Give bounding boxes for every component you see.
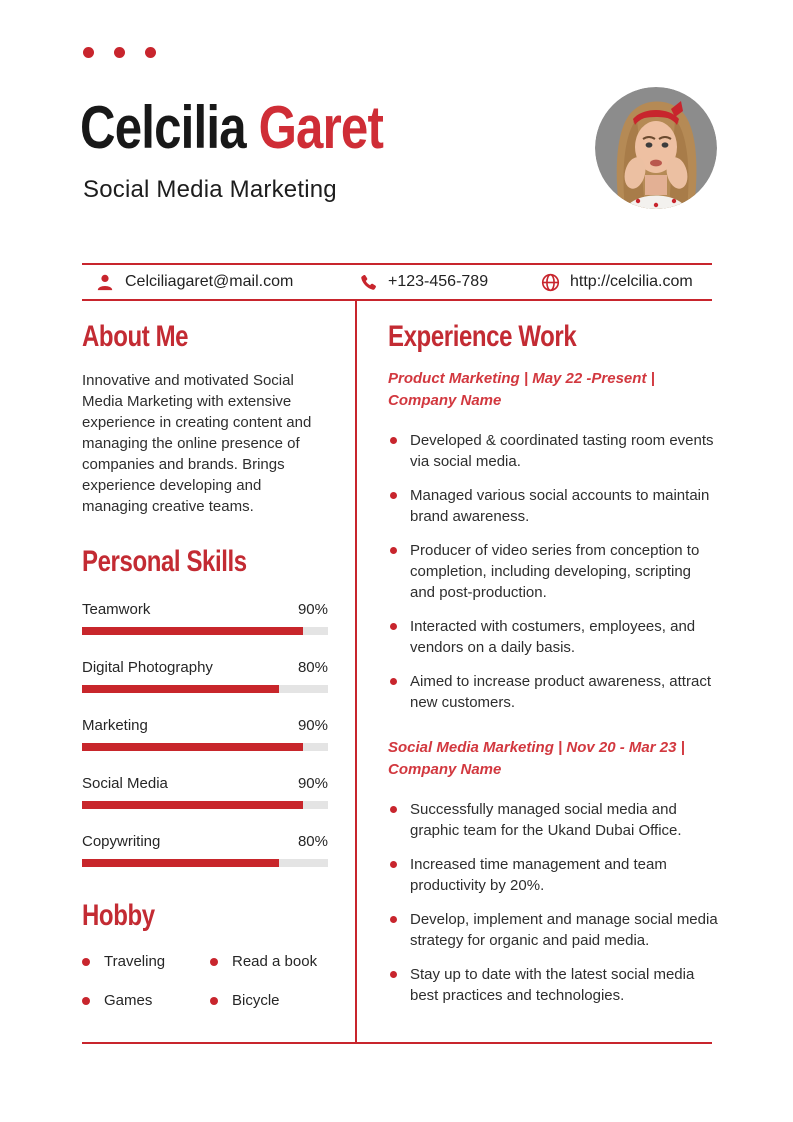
decor-dots	[83, 47, 156, 58]
profile-photo	[595, 87, 717, 209]
bullet-icon	[390, 971, 397, 978]
skill-row	[82, 833, 328, 867]
skills-section-title: Personal Skills	[82, 545, 247, 578]
hobby-item	[82, 953, 210, 970]
bullet-icon	[390, 861, 397, 868]
person-last-name: Garet	[258, 94, 384, 161]
skill-value: 90%	[297, 717, 328, 734]
bullet-icon	[390, 916, 397, 923]
globe-icon	[540, 272, 560, 292]
skill-value: 80%	[297, 659, 328, 676]
skill-value: 80%	[297, 833, 328, 850]
person-icon	[95, 272, 115, 292]
about-section-title: About Me	[82, 320, 189, 353]
skill-bar-track	[82, 627, 328, 635]
skill-label: Marketing	[82, 717, 148, 734]
contact-phone-text: +123-456-789	[388, 273, 489, 290]
job-1-bullets	[388, 430, 718, 713]
bullet-icon	[390, 678, 397, 685]
job-bullet: Developed & coordinated tasting room events via social media.	[388, 430, 718, 472]
person-name	[80, 96, 450, 159]
experience-section-title: Experience Work	[388, 320, 577, 353]
contact-phone[interactable]	[358, 272, 540, 292]
phone-icon	[358, 272, 378, 292]
job-bullet: Increased time management and team productivity by 20%.	[388, 854, 718, 896]
skill-bar-fill	[82, 859, 279, 867]
skill-row	[82, 659, 328, 693]
contact-website-text: http://celcilia.com	[570, 273, 693, 290]
bullet-icon	[82, 958, 90, 966]
hobby-label: Read a book	[232, 953, 318, 970]
skill-row	[82, 601, 328, 635]
bullet-icon	[390, 547, 397, 554]
bottom-rule	[82, 1042, 712, 1044]
job-1-heading: Product Marketing | May 22 -Present | Company Name	[388, 370, 655, 409]
skill-bar-track	[82, 801, 328, 809]
decor-dot-icon	[83, 47, 94, 58]
job-bullet: Interacted with costumers, employees, and vendors on a daily basis.	[388, 616, 718, 658]
hobby-label: Games	[104, 992, 153, 1009]
contact-email-text: Celciliagaret@mail.com	[125, 273, 294, 290]
skill-row	[82, 717, 328, 751]
hobby-label: Traveling	[104, 953, 166, 970]
bullet-icon	[390, 492, 397, 499]
right-column	[388, 322, 718, 1019]
job-bullet: Producer of video series from conception to completion, including developing, scripting and post-production.	[388, 540, 718, 603]
skill-label: Teamwork	[82, 601, 151, 618]
skill-value: 90%	[297, 601, 328, 618]
bullet-icon	[390, 623, 397, 630]
skill-bar-track	[82, 859, 328, 867]
contact-bar	[82, 263, 712, 301]
about-text: Innovative and motivated Social Media Marketing with extensive experience in creating content and managing the online presence of companies and brands. Brings experience developing and managing creative teams.	[82, 372, 312, 515]
job-title: Social Media Marketing	[83, 176, 337, 203]
skill-bar-fill	[82, 685, 279, 693]
skill-bar-track	[82, 743, 328, 751]
hobby-item	[82, 992, 210, 1009]
job-bullet: Aimed to increase product awareness, attract new customers.	[388, 671, 718, 713]
hobby-section-title: Hobby	[82, 899, 155, 932]
job-bullet: Stay up to date with the latest social media best practices and technologies.	[388, 964, 718, 1006]
left-column	[82, 322, 328, 1009]
contact-website[interactable]	[540, 272, 693, 292]
skill-label: Social Media	[82, 775, 168, 792]
job-2-heading: Social Media Marketing | Nov 20 - Mar 23 | Company Name	[388, 739, 685, 778]
decor-dot-icon	[145, 47, 156, 58]
bullet-icon	[210, 997, 218, 1005]
skill-bar-fill	[82, 743, 303, 751]
bullet-icon	[390, 806, 397, 813]
skill-label: Copywriting	[82, 833, 161, 850]
job-bullet: Develop, implement and manage social media strategy for organic and paid media.	[388, 909, 718, 951]
column-divider	[355, 301, 357, 1043]
decor-dot-icon	[114, 47, 125, 58]
person-first-name: Celcilia	[80, 94, 259, 161]
hobby-item	[210, 953, 328, 970]
skill-bar-track	[82, 685, 328, 693]
job-2-bullets	[388, 799, 718, 1006]
hobby-item	[210, 992, 328, 1009]
skill-bar-fill	[82, 801, 303, 809]
bullet-icon	[210, 958, 218, 966]
skill-row	[82, 775, 328, 809]
bullet-icon	[82, 997, 90, 1005]
avatar	[595, 87, 717, 209]
hobby-label: Bicycle	[232, 992, 280, 1009]
hobby-list	[82, 953, 328, 1009]
skill-bar-fill	[82, 627, 303, 635]
job-bullet: Successfully managed social media and graphic team for the Ukand Dubai Office.	[388, 799, 718, 841]
job-bullet: Managed various social accounts to maintain brand awareness.	[388, 485, 718, 527]
skill-value: 90%	[297, 775, 328, 792]
contact-email[interactable]	[95, 272, 358, 292]
skill-label: Digital Photography	[82, 659, 213, 676]
bullet-icon	[390, 437, 397, 444]
